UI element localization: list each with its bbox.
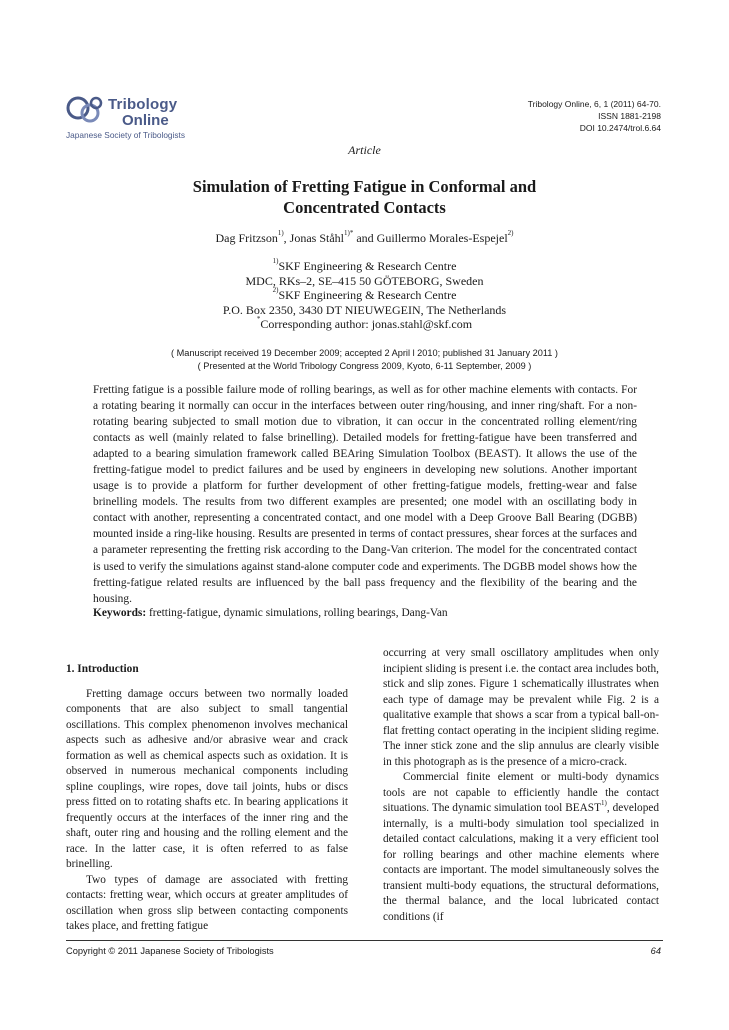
- affiliation-2-name: $^{2)}$SKF Engineering & Research Centre: [272, 286, 457, 303]
- author-3: and Guillermo Morales-Espejel: [353, 231, 508, 245]
- section-heading-introduction: 1. Introduction: [66, 663, 139, 675]
- keywords: [93, 607, 637, 619]
- affiliation-1-name: $^{1)}$SKF Engineering & Research Centre: [272, 257, 457, 273]
- manuscript-received-line: ( Manuscript received 19 December 2009; accepted 2 April l 2010; published 31 January 2011 ): [171, 348, 558, 358]
- affiliation-2-address: P.O. Box 2350, 3430 DT NIEUWEGEIN, The Netherlands: [222, 302, 507, 317]
- keywords-text: fretting-fatigue, dynamic simulations, rolling bearings, Dang-Van: [146, 607, 448, 619]
- journal-logo: [66, 95, 186, 145]
- intro-paragraph-1: Fretting damage occurs between two normally loaded components that are also subject to small tangential oscillations. This complex phenomenon involves mechanical aspects such as adhesive and/or abrasive wear and crack formation as well as chemical aspects such as oxidation. It is observed in numerous mechanical components including spline couplings, wire ropes, dove tail joints, hubs or discs press fitted on to rotating shafts etc. In bearing applications it frequently occurs at the interfaces of the inner ring and the shaft, outer ring and housing and the rolling element and the race. In the latter case, it is often referred to as false brinelling.: [66, 687, 348, 870]
- affiliations: [0, 259, 729, 332]
- corresponding-author: *Corresponding author: jonas.stahl@skf.com: [256, 315, 473, 332]
- author-list: Dag Fritzson$^{1)}$, Jonas Ståhl$^{1)*}$ and Guillermo Morales-Espejel$^{2)}$: [215, 229, 514, 245]
- manuscript-presented-line: ( Presented at the World Tribology Congress 2009, Kyoto, 6-11 September, 2009 ): [197, 360, 532, 371]
- paper-title: [100, 176, 629, 218]
- title-line-2: Concentrated Contacts: [283, 198, 446, 217]
- page-number: 64: [650, 946, 661, 956]
- journal-citation: Tribology Online, 6, 1 (2011) 64-70.: [527, 99, 661, 109]
- keywords-label: Keywords:: [93, 607, 147, 619]
- logo-text-tribology: Tribology: [108, 96, 178, 113]
- right-column: [383, 646, 659, 925]
- journal-issn: ISSN 1881-2198: [598, 111, 661, 121]
- author-1: Dag Fritzson: [215, 231, 278, 245]
- left-column: [66, 646, 348, 935]
- intro-paragraph-2: Two types of damage are associated with fretting contacts: fretting wear, which occurs at greater amplitudes of oscillation when gross slip between contacting components takes place, and fretting fatigue: [66, 873, 348, 932]
- affiliation-1-address: MDC, RKs–2, SE–415 50 GÖTEBORG, Sweden: [245, 273, 484, 288]
- abstract: Fretting fatigue is a possible failure mode of rolling bearings, as well as for other machine elements with contacts. For a rotating bearing it normally can occur in the interfaces between outer ring/housing, and inner ring/shaft. For a non-rotating bearing subjected to small motion due to vibration, it can occur in the concentrated rolling element/ring contacts as well (mainly related to false brinelling). Detailed models for fretting-fatigue have been transferred and adapted to a bearing simulation framework called BEAring Simulation Toolbox (BEAST). It allows the use of the fretting-fatigue model to predict failures and be used by engineers in developing new solutions. Another important usage is to provide a platform for further development of other fretting-fatigue models, fretting-wear and false brinelling models. The results from two different examples are presented; one model with an oscillating body in contact with another, representing a concentrated contact, and one model with a Deep Groove Ball Bearing (DGBB) mounted inside a ring-like housing. Results are presented in terms of contact pressures, shear forces at the surfaces and a parameter representing the fretting risk according to the Dang-Van criterion. The model for the concentrated contact is used to verify the simulations against stand-alone computer code and experiments. The DGBB model shows how the fretting-fatigue related results are influenced by the ball pass frequency and the flexibility of the bearing and the housing.: [93, 384, 637, 605]
- manuscript-dates: [0, 347, 729, 372]
- author-2: , Jonas Ståhl: [283, 231, 345, 245]
- footer-copyright: Copyright © 2011 Japanese Society of Tribologists: [66, 946, 274, 956]
- title-line-1: Simulation of Fretting Fatigue in Conformal and: [192, 177, 537, 196]
- article-type-label: Article: [348, 143, 381, 157]
- journal-info: [528, 98, 661, 134]
- journal-doi: DOI 10.2474/trol.6.64: [579, 123, 661, 133]
- footer-divider: [66, 940, 663, 941]
- logo-text-online: Online: [122, 112, 169, 129]
- right-paragraph-1: occurring at very small oscillatory amplitudes when only incipient sliding is present i.e. the contact area includes both, stick and slip zones. Figure 1 schematically illustrates when each type of damage may be prevalent while Fig. 2 is a qualitative example that shows a scar from a typical ball-on-flat fretting contact operating in the incipient sliding regime. The inner stick zone and the slip annulus are clearly visible in this photograph as is the presence of a micro-crack.: [383, 647, 659, 768]
- right-paragraph-2: Commercial finite element or multi-body dynamics tools are not capable to efficiently handle the contact situations. The dynamic simulation tool BEAST$^{1)}$, developed internally, is a multi-body simulation tool specialized in detailed contact calculations, making it a very efficient tool for rolling bearings and other machine elements where contacts are important. The model simultaneously solves the transient multi-body equations, the structural deformations, the thermal balance, and the local lubricated contact conditions (if: [383, 771, 660, 923]
- tribology-logo-icon: [66, 95, 106, 129]
- logo-text-society: Japanese Society of Tribologists: [66, 130, 185, 140]
